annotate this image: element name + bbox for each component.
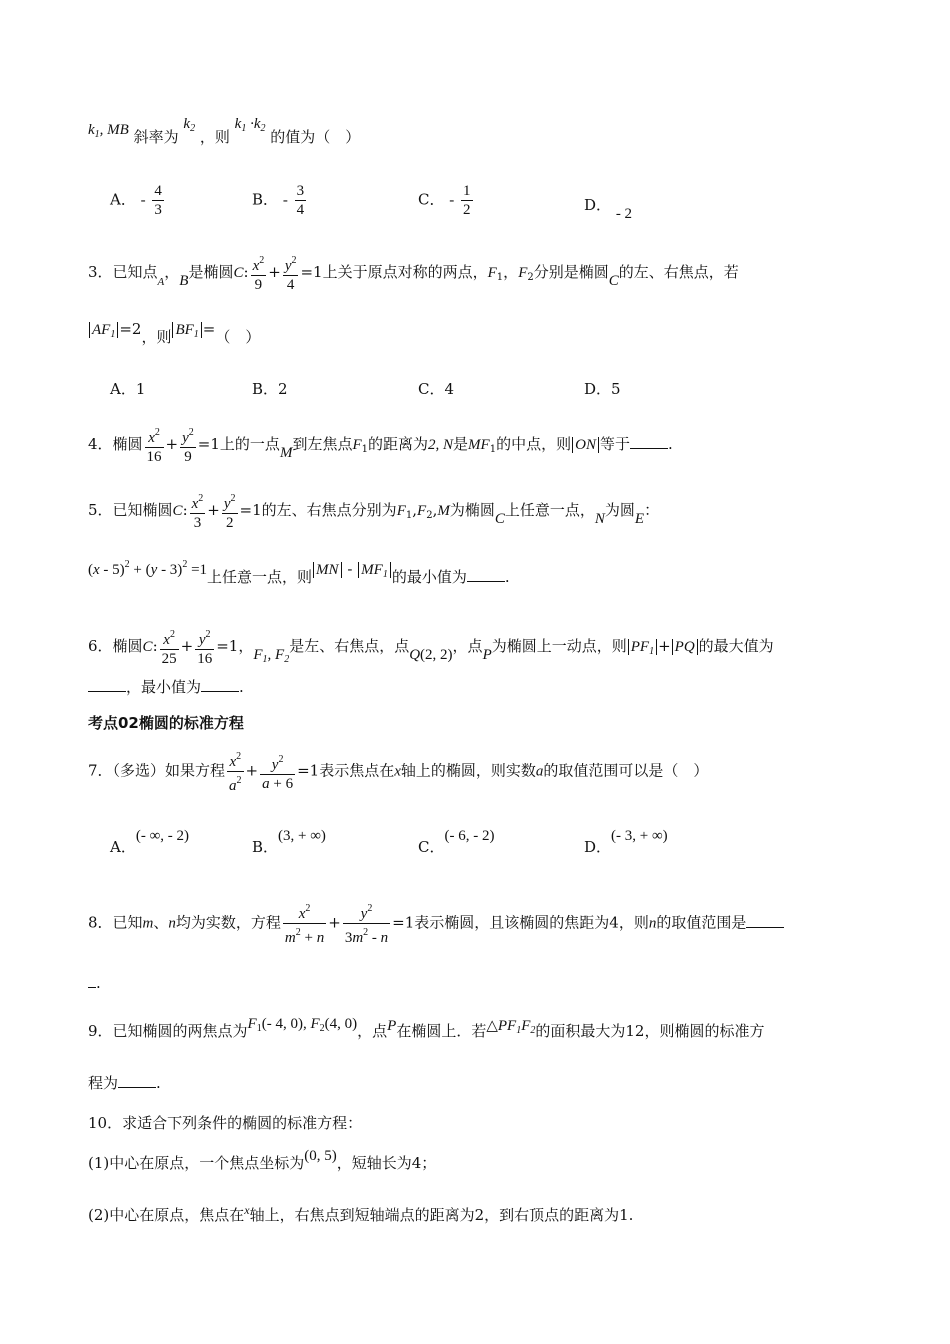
q7-text: 表示焦点在 [319,761,395,780]
q10-item2: (2)中心在原点，焦点在$^x$轴上，右焦点到短轴端点的距离为2，到右顶点的距离为1. [88,1203,634,1224]
option-value: - 2 [615,206,633,222]
q2-intro [88,118,862,146]
q10-text: (1)中心在原点，一个焦点坐标为 [88,1154,305,1172]
q5-label: 5．已知椭圆 [88,501,173,519]
q4-text: 的距离为 [368,435,429,453]
q5-circle: (x - 5)$^2$ + (y - 3)$^2$ =1上任意一点，则 MN - $MF_1$ 的最小值为 . [88,559,510,586]
q9-text: 程为 [88,1074,119,1092]
q6-text: 为椭圆上一动点，则 [491,637,627,655]
q8-cont: . [88,972,862,994]
answer-blank[interactable] [201,677,239,692]
q7-label: 7．（多选）如果方程 [88,761,226,780]
q2-text-end: 的值为（ ） [270,128,361,146]
q6-text: ，点 [452,637,483,655]
option-value: (- 6, - 2) [444,828,495,844]
q8-text: 表示椭圆，且该椭圆的焦距为4，则 [414,913,649,932]
math-k2: $k_2$ [183,116,196,134]
q2-option-d[interactable] [584,194,633,222]
q9-label: 9．已知椭圆的两焦点为 [88,1022,248,1040]
math-k1k2: $k_1 \cdot k_2$ [234,116,266,134]
q10-label: 10．求适合下列条件的椭圆的标准方程： [88,1114,363,1132]
option-label: D． [584,838,612,856]
answer-blank[interactable] [88,677,126,692]
q5-text: 的最小值为 [391,568,467,586]
q4-text: 等于 [599,435,630,453]
q3-text: 上关于原点对称的两点， [322,263,488,281]
q5-text: 的左、右焦点分别为 [261,501,397,519]
fraction: $\frac{3}{4}$ [296,183,305,218]
q3-text: 是椭圆 [188,263,234,281]
q10-text: 轴上，右焦点到短轴端点的距离为2，到右顶点的距离为1. [249,1206,634,1224]
option-value: (- 3, + ∞) [611,828,668,844]
q3-stem: 3．已知点$_A$，B是椭圆C: $\frac{x^2}{9}$ + $\frac{y^2}{4}$ =1上关于原点对称的两点，$F_1$，$F_2$分别是椭圆C的左、右焦点，若 [88,252,862,294]
answer-blank[interactable] [630,434,668,449]
q10-text: (2)中心在原点，焦点在 [88,1206,245,1224]
q8-text: 的取值范围是 [656,913,747,932]
q7-option-c[interactable] [418,824,495,856]
q8-label: 8．已知 [88,913,143,932]
q4-text: 是 [453,435,469,453]
q8-stem: 8．已知m、n均为实数，方程 $\frac{x^2}{m^2 + n}$ + $\frac{y^2}{3m^2 - n}$ =1表示椭圆，且该椭圆的焦距为4，则n的取值范围是 [88,900,862,947]
q3-condition: $AF_1 =2$，则 $BF_1$ =（ ） [88,318,862,346]
fraction: $\frac{1}{2}$ [463,183,471,218]
q5-text: 为圆 [604,501,635,519]
q6-text: ，最小值为 [126,678,202,696]
section-heading: 考点02椭圆的标准方程 [88,714,244,732]
option-value: (3, + ∞) [278,828,326,844]
q7-stem: 7．（多选）如果方程 $\frac{x^2}{a^2}$ + $\frac{y^2}{a + 6}$ =1表示焦点在x轴上的椭圆，则实数a的取值范围可以是（ ） [88,748,862,795]
q7-option-a[interactable] [110,824,190,856]
option-label: C． [418,838,445,856]
q4-label: 4．椭圆 [88,435,143,453]
q2-text-then: ，则 [199,128,230,146]
q6-text: 的最大值为 [698,637,774,655]
q3-text: （ ） [215,328,261,346]
option-label: B． [252,838,279,856]
q2-option-a[interactable]: A． - $\frac{4}{3}$ [110,183,162,218]
q10-text: ，短轴长为4； [336,1154,437,1172]
q6-answers: ，最小值为 . [88,676,862,698]
q4-stem: 4．椭圆 $\frac{x^2}{16}$ + $\frac{y^2}{9}$ =1上的一点M到左焦点$F_1$的距离为2, N是$MF_1$的中点，则 ON 等于 . [88,424,862,466]
q4-text: 到左焦点 [292,435,353,453]
q3-option-a[interactable]: A．1 [110,380,146,398]
q5-text: 上任意一点， [504,501,595,519]
q4-text: 的中点，则 [496,435,572,453]
q9-text: 在椭圆上．若 [396,1022,487,1040]
q3-text: 的左、右焦点，若 [618,263,739,281]
q3-text: ，则 [141,328,172,346]
q4-text: 上的一点 [219,435,280,453]
q5-text: 上任意一点，则 [207,568,313,586]
q2-option-b[interactable]: B． - $\frac{3}{4}$ [252,183,305,218]
answer-blank[interactable] [467,567,505,582]
math-k1-mb: $k_1$, MB [88,122,129,140]
q9-cont: 程为 . [88,1074,161,1092]
q8-text: 均为实数，方程 [175,913,281,932]
answer-blank[interactable] [118,1073,156,1088]
q7-text: 轴上的椭圆，则实数 [400,761,536,780]
q7-option-d[interactable] [584,824,668,856]
option-label: C． [418,190,445,209]
q6-text: 是左、右焦点，点 [289,637,410,655]
q6-label: 6．椭圆 [88,637,143,655]
q5-text: ： [644,501,660,519]
option-label: B． [252,190,279,209]
q6-text: ， [238,637,254,655]
q5-stem: 5．已知椭圆C: $\frac{x^2}{3}$ + $\frac{y^2}{2}$ =1的左、右焦点分别为$F_1,F_2,M$为椭圆C上任意一点，N为圆E： [88,490,862,532]
q6-stem: 6．椭圆C: $\frac{x^2}{25}$ + $\frac{y^2}{16}$ =1，$F_1$, $F_2$是左、右焦点，点Q(2, 2)，点P为椭圆上一动点，则 $PF_1$ + PQ 的最大值为 [88,626,862,668]
q3-text: 分别是椭圆 [533,263,609,281]
q3-option-b[interactable]: B．2 [252,380,288,398]
fraction: $\frac{4}{3}$ [154,183,162,218]
q9-stem: 9．已知椭圆的两焦点为$F_1(-$ 4, 0), $F_2(4$, 0)，点P在椭圆上．若$\triangle PF_1F_2$的面积最大为12，则椭圆的标准方 [88,1016,765,1040]
q7-option-b[interactable] [252,824,326,856]
q2-text-slope: 斜率为 [133,128,179,146]
q2-option-c[interactable]: C． - $\frac{1}{2}$ [418,183,471,218]
option-label: D． [584,196,612,214]
q9-text: ，点 [357,1022,388,1040]
q7-text: 的取值范围可以是（ ） [543,761,709,780]
q10-item1: (1)中心在原点，一个焦点坐标为(0, 5)，短轴长为4； [88,1148,437,1172]
q5-text: 为椭圆 [449,501,495,519]
q3-option-c[interactable]: C．4 [418,380,455,398]
answer-blank[interactable] [746,913,784,928]
option-label: A． [110,190,136,209]
q3-label: 3．已知点 [88,263,158,281]
option-value: (- ∞, - 2) [135,828,190,844]
q9-text: 的面积最大为12，则椭圆的标准方 [535,1022,765,1040]
option-label: A． [110,838,136,856]
q3-option-d[interactable]: D．5 [584,380,621,398]
